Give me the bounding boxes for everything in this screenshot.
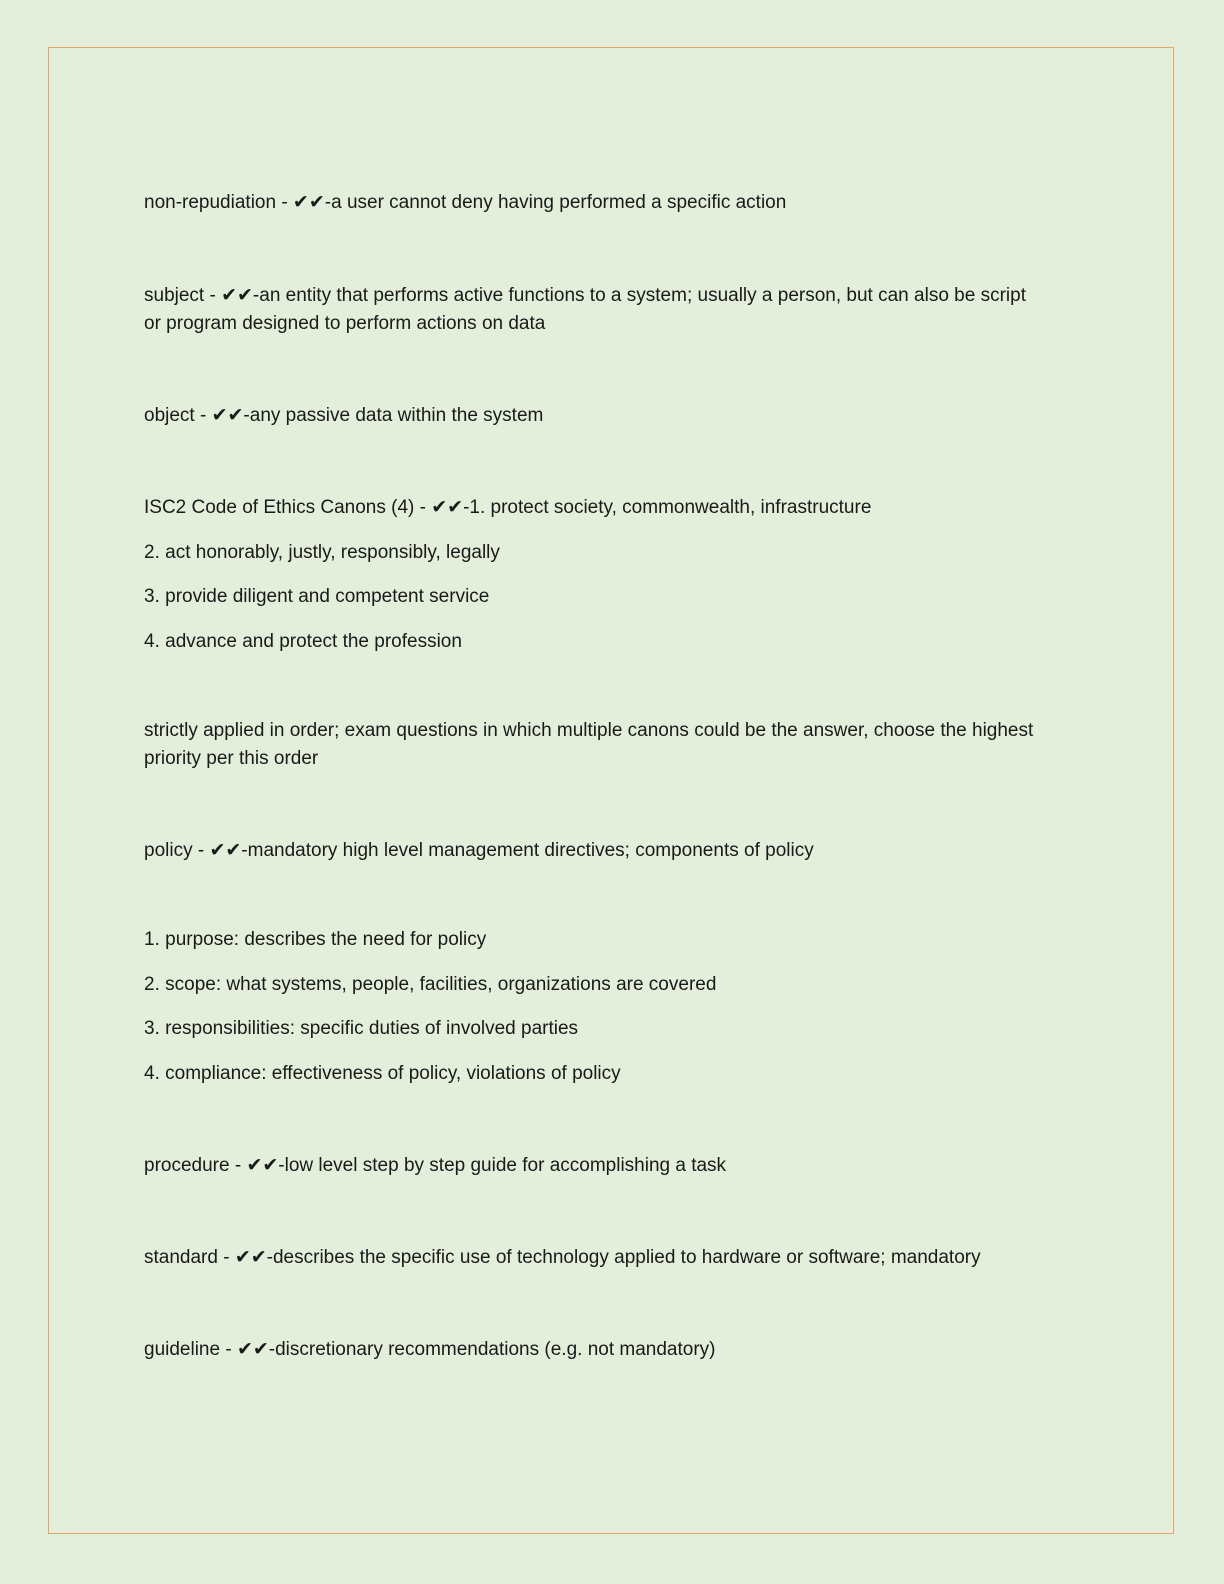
canon-item-2: 2. act honorably, justly, responsibly, legally — [144, 542, 500, 563]
policy-component-scope: 2. scope: what systems, people, facilities, organizations are covered — [144, 974, 717, 995]
canons-note: strictly applied in order; exam questions in which multiple canons could be the answer, choose the highest priority per this order — [144, 720, 1034, 769]
entry-standard: standard - ✔✔-describes the specific use of technology applied to hardware or software; mandatory — [144, 1247, 981, 1268]
canon-item-4: 4. advance and protect the profession — [144, 631, 462, 652]
canon-item-3: 3. provide diligent and competent service — [144, 586, 490, 607]
page-border — [48, 47, 1174, 1534]
entry-guideline: guideline - ✔✔-discretionary recommendations (e.g. not mandatory) — [144, 1339, 716, 1360]
policy-component-purpose: 1. purpose: describes the need for policy — [144, 929, 487, 950]
entry-isc2-canons: ISC2 Code of Ethics Canons (4) - ✔✔-1. protect society, commonwealth, infrastructure — [144, 497, 872, 518]
entry-object: object - ✔✔-any passive data within the system — [144, 405, 544, 426]
entry-procedure: procedure - ✔✔-low level step by step guide for accomplishing a task — [144, 1155, 727, 1176]
policy-component-responsibilities: 3. responsibilities: specific duties of involved parties — [144, 1018, 579, 1039]
entry-policy: policy - ✔✔-mandatory high level management directives; components of policy — [144, 840, 814, 861]
policy-component-compliance: 4. compliance: effectiveness of policy, violations of policy — [144, 1063, 621, 1084]
entry-non-repudiation: non-repudiation - ✔✔-a user cannot deny having performed a specific action — [144, 192, 787, 213]
entry-subject: subject - ✔✔-an entity that performs active functions to a system; usually a person, but can also be script or program designed to perform actions on data — [144, 285, 1026, 334]
